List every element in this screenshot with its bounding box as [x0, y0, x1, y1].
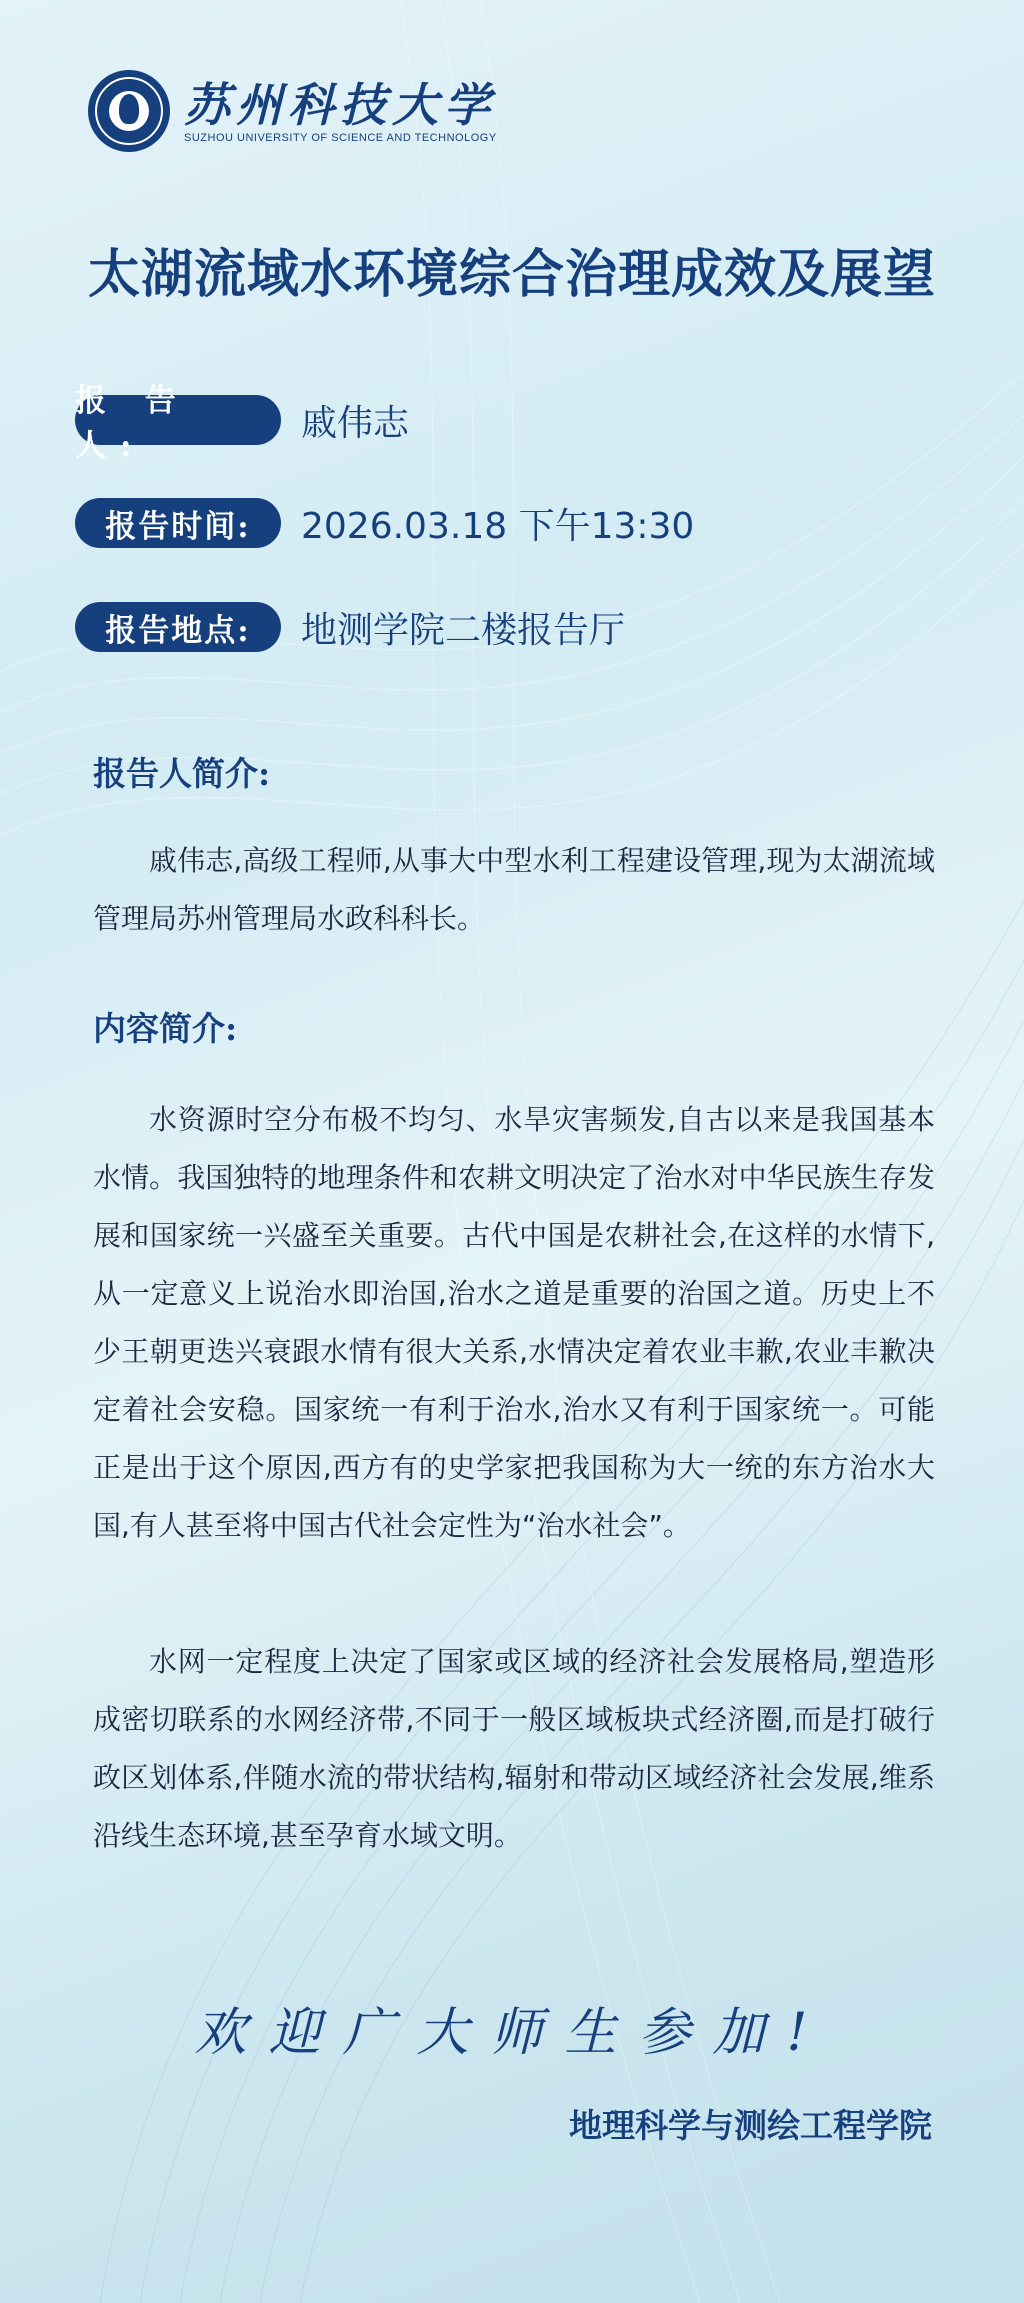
university-logo	[88, 70, 497, 152]
university-emblem-icon	[88, 70, 170, 152]
place-label: 报告地点:	[75, 602, 281, 652]
time-label: 报告时间:	[75, 498, 281, 548]
content-paragraph-2: 水网一定程度上决定了国家或区域的经济社会发展格局,塑造形成密切联系的水网经济带,不同于一般区域板块式经济圈,而是打破行政区划体系,伴随水流的带状结构,辐射和带动区域经济社会发展,维系沿线生态环境,甚至孕育水域文明。	[93, 1645, 935, 1852]
time-row	[75, 498, 694, 548]
speaker-label: 报 告 人:	[75, 395, 281, 445]
place-row	[75, 602, 625, 652]
organizer-name: 地理科学与测绘工程学院	[569, 2106, 932, 2145]
bio-heading: 报告人简介:	[93, 754, 271, 793]
content-heading: 内容简介:	[93, 1009, 238, 1048]
university-name-en: SUZHOU UNIVERSITY OF SCIENCE AND TECHNOLOGY	[184, 132, 497, 144]
time-value: 2026.03.18 下午13:30	[301, 505, 695, 547]
speaker-value: 戚伟志	[301, 402, 410, 444]
speaker-row	[75, 383, 410, 464]
lecture-title: 太湖流域水环境综合治理成效及展望	[87, 244, 936, 305]
university-name	[184, 78, 497, 144]
place-value: 地测学院二楼报告厅	[301, 609, 626, 651]
welcome-message: 欢迎广大师生参加!	[194, 2003, 830, 2063]
content-paragraph-1: 水资源时空分布极不均匀、水旱灾害频发,自古以来是我国基本水情。我国独特的地理条件和农耕文明决定了治水对中华民族生存发展和国家统一兴盛至关重要。古代中国是农耕社会,在这样的水情下,从一定意义上说治水即治国,治水之道是重要的治国之道。历史上不少王朝更迭兴衰跟水情有很大关系,水情决定着农业丰歉,农业丰歉决定着社会安稳。国家统一有利于治水,治水又有利于国家统一。可能正是出于这个原因,西方有的史学家把我国称为大一统的东方治水大国,有人甚至将中国古代社会定性为“治水社会”。	[93, 1103, 935, 1542]
university-name-cn: 苏州科技大学	[184, 78, 496, 132]
bio-paragraph: 戚伟志,高级工程师,从事大中型水利工程建设管理,现为太湖流域管理局苏州管理局水政科科长。	[93, 844, 935, 935]
